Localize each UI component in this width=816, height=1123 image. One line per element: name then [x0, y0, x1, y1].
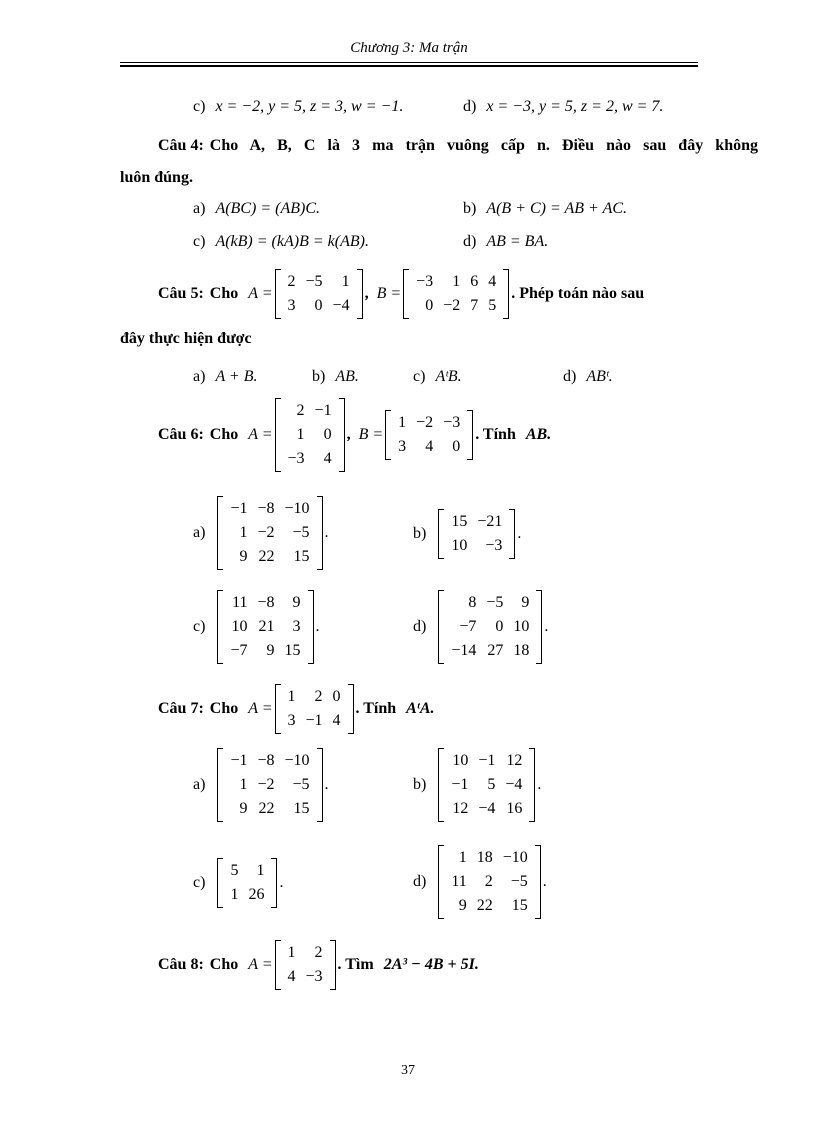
matrix-cell: −3 [485, 537, 503, 554]
matrix-cell: −1 [451, 776, 469, 793]
q6-option-d-matrix [438, 590, 542, 664]
matrix-cell: 15 [511, 897, 528, 914]
q5-option-b: b) AB. [312, 368, 359, 385]
matrix-cell: 15 [451, 513, 468, 530]
q5-text-line2: đây thực hiện được [120, 330, 252, 347]
q4-text-line1: Cho A, B, C là 3 ma trận vuông cấp n. Điều nào sau đây không [209, 137, 758, 154]
matrix-cell: 22 [258, 548, 275, 565]
matrix-right-bracket [317, 748, 323, 822]
matrix-cell: 5 [487, 776, 496, 793]
matrix-cell: 1 [230, 886, 239, 903]
matrix-cell: 18 [513, 642, 530, 659]
matrix-cell: 4 [488, 273, 497, 290]
q6-option-b: b) 15 −21 10 −3 . [413, 509, 521, 559]
q4-option-c: c) A(kB) = (kA)B = k(AB). [193, 233, 369, 250]
q5-stem: Câu 5: Cho A = 2 −5 1 3 0 −4 , B = −3 1 6 4 0 −2 7 5 . Phép toán nào sau [158, 269, 644, 319]
q7-option-b-matrix [438, 748, 535, 822]
matrix-cell: 22 [258, 800, 275, 817]
matrix-cell: 1 [287, 688, 296, 705]
matrix-cell: −5 [510, 873, 528, 890]
matrix-cell: 21 [258, 618, 275, 635]
q4-text-line2: luôn đúng. [120, 169, 193, 186]
matrix-cell: 3 [398, 438, 407, 455]
matrix-cell: 5 [230, 862, 239, 879]
q8-label: Câu 8: [158, 956, 204, 973]
matrix-cell: −2 [443, 297, 461, 314]
matrix-cell: 1 [296, 426, 305, 443]
matrix-right-bracket [308, 590, 314, 664]
matrix-cell: 6 [470, 273, 479, 290]
matrix-cell: −7 [459, 618, 477, 635]
q6-option-a: a) −1 −8 −10 1 −2 −5 9 22 15 . [193, 496, 329, 570]
q5-matrix-a [275, 269, 363, 319]
header-rule-thin [120, 62, 698, 63]
matrix-cell: 15 [293, 548, 310, 565]
matrix-cell: −2 [257, 524, 275, 541]
matrix-cell: 1 [341, 273, 350, 290]
matrix-cell: 0 [452, 438, 461, 455]
matrix-cell: −4 [478, 800, 496, 817]
matrix-cell: −8 [257, 594, 275, 611]
q4-option-a: a) A(BC) = (AB)C. [193, 200, 320, 217]
matrix-cell: −21 [477, 513, 503, 530]
q7-option-c-matrix [217, 858, 277, 908]
matrix-cell: −10 [284, 500, 310, 517]
q5-matrix-b [403, 269, 509, 319]
matrix-cell: −5 [305, 273, 323, 290]
page-number: 37 [401, 1063, 415, 1078]
matrix-cell: −1 [230, 500, 248, 517]
matrix-cell: 9 [458, 897, 467, 914]
chapter-header: Chương 3: Ma trận [350, 40, 468, 56]
q3-option-c-text: x = −2, y = 5, z = 3, w = −1. [215, 98, 404, 115]
matrix-cell: 1 [239, 524, 248, 541]
matrix-right-bracket [348, 684, 354, 734]
matrix-cell: 26 [248, 886, 265, 903]
q4-option-d: d) AB = BA. [463, 233, 549, 250]
q5-option-a: a) A + B. [193, 368, 258, 385]
q6-option-a-matrix [217, 496, 322, 570]
matrix-right-bracket [357, 269, 363, 319]
matrix-cell: 16 [506, 800, 523, 817]
q7-option-c: c) 5 1 1 26 . [193, 858, 283, 908]
matrix-cell: −10 [502, 849, 528, 866]
matrix-cell: 2 [484, 873, 493, 890]
q8-matrix-a [275, 940, 336, 990]
q6-label: Câu 6: [158, 426, 204, 443]
q8-stem: Câu 8: Cho A = 1 2 4 −3 . Tìm 2A³ − 4B + 5I. [158, 940, 479, 990]
matrix-right-bracket [529, 748, 535, 822]
matrix-cell: −1 [230, 752, 248, 769]
q6-matrix-b [385, 410, 473, 460]
matrix-cell: 3 [292, 618, 301, 635]
matrix-cell: 2 [314, 944, 323, 961]
matrix-right-bracket [330, 940, 336, 990]
matrix-cell: −5 [292, 776, 310, 793]
matrix-cell: −3 [443, 414, 461, 431]
matrix-cell: −1 [478, 752, 496, 769]
matrix-right-bracket [509, 509, 515, 559]
matrix-cell: 10 [451, 537, 468, 554]
matrix-cell: 11 [232, 594, 248, 611]
matrix-cell: −10 [284, 752, 310, 769]
q6-matrix-a [275, 398, 345, 472]
matrix-cell: 9 [239, 548, 248, 565]
q7-stem: Câu 7: Cho A = 1 2 0 3 −1 4 . Tính AᵗA. [158, 684, 435, 734]
q4-option-b: b) A(B + C) = AB + AC. [463, 200, 628, 217]
matrix-right-bracket [503, 269, 509, 319]
header-rule-thick [120, 65, 698, 67]
matrix-cell: 10 [231, 618, 248, 635]
matrix-cell: 3 [287, 712, 296, 729]
matrix-cell: −14 [451, 642, 477, 659]
matrix-cell: 1 [239, 776, 248, 793]
q6-stem: Câu 6: Cho A = 2 −1 1 0 −3 4 , B = 1 −2 −3 3 4 0 . Tính AB. [158, 398, 551, 472]
matrix-cell: −5 [292, 524, 310, 541]
matrix-cell: −7 [230, 642, 248, 659]
matrix-cell: 2 [296, 402, 305, 419]
matrix-right-bracket [339, 398, 345, 472]
matrix-right-bracket [317, 496, 323, 570]
q3-option-c: c) x = −2, y = 5, z = 3, w = −1. [193, 98, 404, 115]
matrix-cell: −5 [486, 594, 504, 611]
q6-option-c-matrix [217, 590, 313, 664]
q5-label: Câu 5: [158, 285, 204, 302]
q3-option-d-text: x = −3, y = 5, z = 2, w = 7. [486, 98, 664, 115]
matrix-cell: −8 [257, 500, 275, 517]
q5-option-d: d) ABᵗ. [563, 368, 613, 385]
matrix-cell: −2 [416, 414, 434, 431]
q7-option-d: d) 1 18 −10 11 2 −5 9 22 15 . [413, 845, 547, 919]
matrix-cell: 4 [287, 968, 296, 985]
matrix-cell: 11 [451, 873, 467, 890]
matrix-cell: 4 [425, 438, 434, 455]
matrix-cell: 15 [293, 800, 310, 817]
matrix-cell: 18 [476, 849, 493, 866]
matrix-cell: 9 [266, 642, 275, 659]
matrix-cell: 7 [470, 297, 479, 314]
matrix-cell: 0 [332, 688, 341, 705]
matrix-cell: 2 [314, 688, 323, 705]
matrix-cell: 1 [256, 862, 265, 879]
matrix-cell: 27 [487, 642, 504, 659]
matrix-cell: 12 [452, 800, 469, 817]
matrix-cell: 1 [398, 414, 407, 431]
matrix-cell: 0 [425, 297, 434, 314]
matrix-cell: 1 [458, 849, 467, 866]
matrix-cell: 9 [521, 594, 530, 611]
matrix-cell: −3 [287, 450, 305, 467]
matrix-cell: −2 [257, 776, 275, 793]
matrix-cell: 0 [495, 618, 504, 635]
q7-matrix-a [275, 684, 354, 734]
matrix-cell: 5 [488, 297, 497, 314]
matrix-cell: −4 [332, 297, 350, 314]
matrix-cell: −4 [505, 776, 523, 793]
matrix-cell: 10 [513, 618, 530, 635]
matrix-cell: 22 [476, 897, 493, 914]
matrix-cell: −1 [314, 402, 332, 419]
q7-option-a-matrix [217, 748, 322, 822]
matrix-cell: −3 [416, 273, 434, 290]
matrix-right-bracket [467, 410, 473, 460]
matrix-cell: 3 [287, 297, 296, 314]
q4-label: Câu 4: [158, 137, 204, 154]
matrix-right-bracket [271, 858, 277, 908]
matrix-cell: 1 [287, 944, 296, 961]
matrix-cell: 9 [292, 594, 301, 611]
matrix-right-bracket [536, 590, 542, 664]
matrix-cell: −3 [305, 968, 323, 985]
matrix-cell: 2 [287, 273, 296, 290]
q7-option-a: a) −1 −8 −10 1 −2 −5 9 22 15 . [193, 748, 329, 822]
matrix-cell: 10 [452, 752, 469, 769]
matrix-cell: 9 [239, 800, 248, 817]
matrix-cell: 4 [323, 450, 332, 467]
q4-stem-line1 [158, 137, 758, 155]
matrix-cell: −1 [305, 712, 323, 729]
matrix-cell: 12 [506, 752, 523, 769]
matrix-cell: 15 [284, 642, 301, 659]
matrix-cell: −8 [257, 752, 275, 769]
matrix-cell: 1 [452, 273, 461, 290]
q6-option-c: c) 11 −8 9 10 21 3 −7 9 15 . [193, 590, 320, 664]
q5-option-c: c) AᵗB. [413, 368, 462, 385]
matrix-cell: 4 [332, 712, 341, 729]
matrix-cell: 0 [314, 297, 323, 314]
q6-option-b-matrix [438, 509, 515, 559]
q7-option-b: b) 10 −1 12 −1 5 −4 12 −4 16 . [413, 748, 541, 822]
q7-label: Câu 7: [158, 700, 204, 717]
q6-option-d: d) 8 −5 9 −7 0 10 −14 27 18 . [413, 590, 548, 664]
matrix-cell: 8 [468, 594, 477, 611]
q7-option-d-matrix [438, 845, 540, 919]
q3-option-d: d) x = −3, y = 5, z = 2, w = 7. [463, 98, 664, 115]
matrix-right-bracket [535, 845, 541, 919]
matrix-cell: 0 [323, 426, 332, 443]
